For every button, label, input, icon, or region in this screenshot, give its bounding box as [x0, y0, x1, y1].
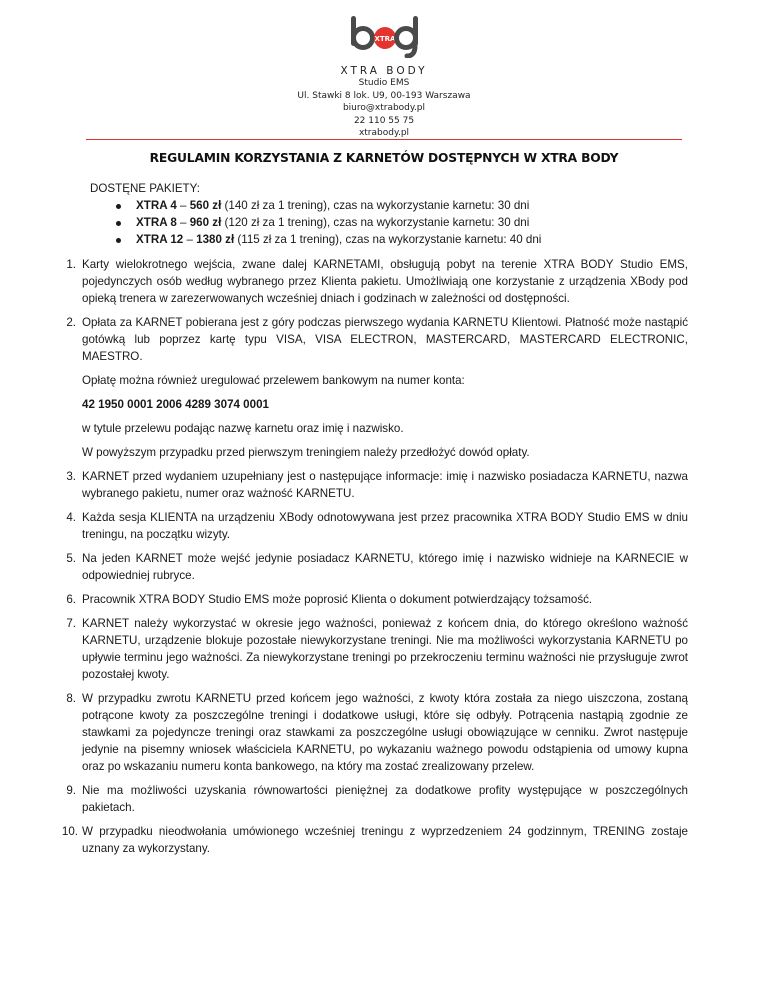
package-price: 560 zł [189, 199, 222, 212]
rule-text: W przypadku zwrotu KARNETU przed końcem jego ważności, z kwoty która została za niego uiszczona, zostaną potrącone kwoty za poszczególne treningi i dodatkowe usługi, które się odbyły. Potrącenia nastąpią zgodnie ze stawkami za pojedyncze treningi oraz stawkami za poszczególne usługi obowiązujące w cenniku. Zwrot następuje jedynie na pisemny wniosek właściciela KARNETU, po wykazaniu ważnego powodu odstąpienia od umowy kupna oraz po wskazaniu numeru konta bankowego, na który ma zostać zrealizowany przelew. [82, 692, 688, 773]
rule-text: Pracownik XTRA BODY Studio EMS może poprosić Klienta o dokument potwierdzający tożsamość. [82, 593, 593, 606]
packages-heading: DOSTĘNE PAKIETY: [90, 182, 200, 195]
package-details: (140 zł za 1 trening), czas na wykorzystanie karnetu: 30 dni [221, 199, 530, 212]
packages-list [62, 197, 688, 248]
brand-name: XTRA BODY [340, 65, 428, 77]
rule-number: 6. [66, 593, 76, 606]
rule-item [62, 468, 688, 502]
letterhead [0, 14, 768, 140]
rule-text: KARNET należy wykorzystać w okresie jego ważności, ponieważ z końcem dnia, do którego określono ważność KARNETU, urządzenie blokuje pozostałe niewykorzystane treningi. Nie ma możliwości wykorzystania KARNETU po upływie terminu jego ważności. Za niewykorzystane treningi po przekroczeniu terminu ważności nie przysługuje zwrot pozostałej kwoty. [82, 617, 688, 681]
contact-block [0, 77, 768, 140]
rule-number: 9. [66, 784, 76, 797]
phone-line: 22 110 55 75 [353, 115, 415, 126]
document-body [62, 180, 688, 864]
package-details: (120 zł za 1 trening), czas na wykorzystanie karnetu: 30 dni [221, 216, 530, 229]
email-line: biuro@xtrabody.pl [342, 103, 426, 113]
rule-number: 7. [66, 617, 76, 630]
package-name: XTRA 4 [136, 199, 177, 212]
rule-number: 5. [66, 552, 76, 565]
rule-item [62, 314, 688, 461]
xtra-body-logo [349, 14, 427, 63]
package-price: 1380 zł [196, 233, 235, 246]
rule-item [62, 256, 688, 307]
bullet-icon [116, 221, 121, 226]
header-divider [86, 139, 682, 140]
rules-list [62, 256, 688, 857]
rule-item [62, 591, 688, 608]
package-item: XTRA 8 – 960 zł (120 zł za 1 trening), czas na wykorzystanie karnetu: 30 dni [106, 214, 688, 231]
rule-item [62, 782, 688, 816]
transfer-title-note: w tytule przelewu podając nazwę karnetu oraz imię i nazwisko. [82, 422, 404, 435]
studio-line: Studio EMS [358, 78, 410, 88]
package-name: XTRA 8 [136, 216, 177, 229]
rule-text: Nie ma możliwości uzyskania równowartości pieniężnej za dodatkowe profity występujące w poszczególnych pakietach. [82, 784, 688, 814]
rule-text: Opłata za KARNET pobierana jest z góry podczas pierwszego wydania KARNETU Klientowi. Płatność może nastąpić gotówką lub poprzez kartę typu VISA, VISA ELECTRON, MASTERCARD, MASTERCARD ELECTRONIC, MAESTRO. [82, 316, 688, 363]
document-title: REGULAMIN KORZYSTANIA Z KARNETÓW DOSTĘPNYCH W XTRA BODY [149, 151, 619, 165]
rule-number: 1. [66, 258, 76, 271]
rule-text: Na jeden KARNET może wejść jedynie posiadacz KARNETU, którego imię i nazwisko widnieje na KARNECIE w odpowiedniej rubryce. [82, 552, 688, 582]
rule-number: 3. [66, 470, 76, 483]
bullet-icon [116, 204, 121, 209]
rule-item [62, 823, 688, 857]
address-line: Ul. Stawki 8 lok. U9, 00-193 Warszawa [297, 90, 471, 101]
proof-of-payment-note: W powyższym przypadku przed pierwszym treningiem należy przedłożyć dowód opłaty. [82, 446, 530, 459]
package-name: XTRA 12 [136, 233, 184, 246]
rule-text: Karty wielokrotnego wejścia, zwane dalej KARNETAMI, obsługują pobyt na terenie XTRA BODY Studio EMS, pojedynczych osób według wybranego przez Klienta pakietu. Umożliwiają one korzystanie z urządzenia XBody pod opieką trenera w zarezerwowanych wcześniej dniach i godzinach w zależności od dostępności. [82, 258, 688, 305]
rule-text: KARNET przed wydaniem uzupełniany jest o następujące informacje: imię i nazwisko posiadacza KARNETU, nazwa wybranego pakietu, numer oraz ważność KARNETU. [82, 470, 688, 500]
bullet-icon [116, 238, 121, 243]
svg-text:XTRA: XTRA [374, 35, 396, 43]
package-details: (115 zł za 1 trening), czas na wykorzystanie karnetu: 40 dni [234, 233, 542, 246]
rule-text: W przypadku nieodwołania umówionego wcześniej treningu z wyprzedzeniem 24 godzinnym, TRENING zostaje uznany za wykorzystany. [82, 825, 688, 855]
rule-item [62, 550, 688, 584]
package-item: XTRA 12 – 1380 zł (115 zł za 1 trening), czas na wykorzystanie karnetu: 40 dni [106, 231, 688, 248]
rule-item [62, 690, 688, 775]
rule-number: 2. [66, 316, 76, 329]
rule-item [62, 615, 688, 683]
transfer-note: Opłatę można również uregulować przelewem bankowym na numer konta: [82, 374, 465, 387]
rule-item [62, 509, 688, 543]
rule-text: Każda sesja KLIENTA na urządzeniu XBody odnotowywana jest przez pracownika XTRA BODY Studio EMS w dniu treningu, na początku wizyty. [82, 511, 688, 541]
package-price: 960 zł [189, 216, 222, 229]
bank-account-number: 42 1950 0001 2006 4289 3074 0001 [82, 398, 269, 411]
rule-number: 8. [66, 692, 76, 705]
website-line: xtrabody.pl [358, 128, 410, 138]
rule-number: 10. [61, 825, 78, 838]
rule-number: 4. [66, 511, 76, 524]
package-item: XTRA 4 – 560 zł (140 zł za 1 trening), czas na wykorzystanie karnetu: 30 dni [106, 197, 688, 214]
